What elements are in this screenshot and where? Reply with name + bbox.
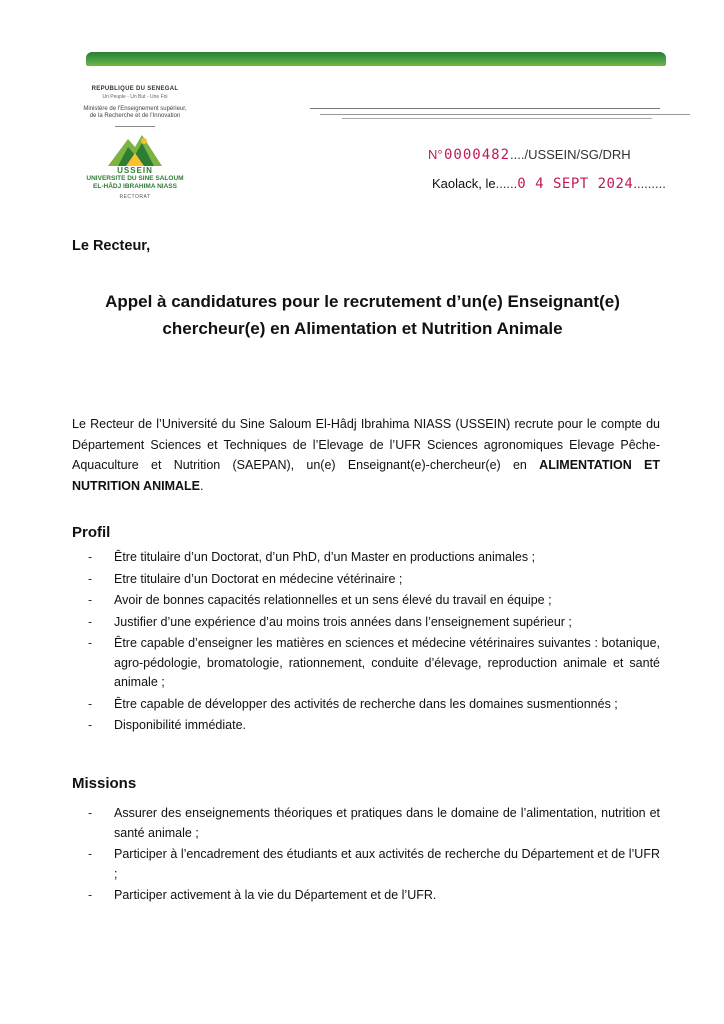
- date-trailing-dots: .........: [633, 176, 666, 191]
- intro-end: .: [200, 478, 204, 493]
- number-sign-icon: [428, 146, 444, 162]
- ministry-line-1: Ministère de l'Enseignement supérieur,: [83, 106, 187, 112]
- greeting: Le Recteur,: [72, 238, 151, 254]
- date-leader-dots: ......: [495, 176, 518, 191]
- list-item-text: Participer à l’encadrement des étudiants et aux activités de recherche du Département et de l’UFR ;: [114, 847, 660, 881]
- list-item: [88, 845, 660, 884]
- university-acronym: USSEIN: [117, 166, 153, 175]
- header-rule-3: [342, 118, 652, 119]
- list-item-text: Justifier d’une expérience d’au moins trois années dans l’enseignement supérieur ;: [114, 614, 572, 629]
- list-item: [88, 716, 660, 736]
- ministry-line-2: de la Recherche et de l'Innovation: [89, 113, 181, 119]
- date-line: [432, 176, 666, 192]
- letterhead: [60, 86, 210, 200]
- list-item-text: Etre titulaire d’un Doctorat en médecine vétérinaire ;: [114, 571, 403, 586]
- list-item: [88, 613, 660, 633]
- list-item: [88, 804, 660, 843]
- intro-text: Le Recteur de l’Université du Sine Saloum El-Hâdj Ibrahima NIASS (USSEIN) recrute pour le compte du Département Sciences et Techniques de l’Elevage de l’UFR Sciences agronomiques Elevage Pêche-Aquaculture et Nutrition (SAEPAN), un(e) Enseignant(e)-chercheur(e) en: [72, 417, 660, 472]
- ussein-logo-icon: [104, 133, 166, 167]
- date-prefix: Kaolack, le: [432, 176, 496, 191]
- list-marker: -: [88, 718, 93, 732]
- header-rule-1: [310, 108, 660, 109]
- intro-paragraph: [72, 414, 660, 496]
- list-marker: -: [88, 888, 93, 902]
- reference-number: 0000482: [444, 147, 511, 163]
- header-rule-2: [320, 114, 690, 115]
- list-item: [88, 634, 660, 693]
- list-item-text: Être capable d’enseigner les matières en sciences et médecine vétérinaires suivantes : botanique, agro-pédologie, bromatologie, rationnement, conduite d’élevage, reproduction animale et santé animale ;: [114, 636, 660, 689]
- missions-list: [88, 804, 660, 908]
- university-name-line-2: EL-HÂDJ IBRAHIMA NIASS: [93, 183, 177, 190]
- list-item: [88, 886, 660, 906]
- list-marker: -: [88, 847, 93, 861]
- national-motto: Un Peuple - Un But - Une Foi: [102, 94, 168, 100]
- list-item-text: Disponibilité immédiate.: [114, 718, 247, 732]
- svg-text:N°: N°: [428, 147, 443, 162]
- reference-number-line: [428, 146, 631, 163]
- list-marker: -: [88, 593, 93, 607]
- list-item-text: Être capable de développer des activités de recherche dans les domaines susmentionnés ;: [114, 696, 618, 711]
- university-name-line-1: UNIVERSITE DU SINE SALOUM: [86, 175, 184, 182]
- header-green-band: [86, 52, 666, 66]
- list-marker: -: [88, 550, 93, 564]
- list-item: [88, 548, 660, 568]
- date-stamp: 0 4 SEPT 2024: [517, 176, 634, 192]
- list-item-text: Avoir de bonnes capacités relationnelles et un sens élevé du travail en équipe ;: [114, 593, 552, 607]
- list-item-text: Assurer des enseignements théoriques et pratiques dans le domaine de l’alimentation, nutrition et santé animale ;: [114, 806, 660, 840]
- document-title: Appel à candidatures pour le recrutement d’un(e) Enseignant(e) chercheur(e) en Alimentation et Nutrition Animale: [105, 292, 620, 338]
- office-label: RECTORAT: [119, 194, 151, 200]
- republic-label: REPUBLIQUE DU SENEGAL: [91, 86, 179, 92]
- list-item-text: Être titulaire d’un Doctorat, d’un PhD, d’un Master en productions animales ;: [114, 550, 536, 564]
- list-item: [88, 570, 660, 590]
- list-marker: -: [88, 571, 93, 586]
- list-item-text: Participer activement à la vie du Département et de l’UFR.: [114, 888, 437, 902]
- list-item: [88, 695, 660, 715]
- ministry-name: [60, 106, 210, 120]
- letterhead-divider: [115, 126, 155, 127]
- missions-heading: Missions: [72, 775, 137, 792]
- university-name: [60, 175, 210, 191]
- profil-heading: Profil: [72, 524, 111, 541]
- intro-emphasis: ALIMENTATION ET NUTRITION ANIMALE: [72, 458, 661, 493]
- list-marker: -: [88, 614, 93, 629]
- list-item: [88, 591, 660, 611]
- list-marker: -: [88, 696, 93, 711]
- list-marker: -: [88, 636, 93, 650]
- reference-suffix: ..../USSEIN/SG/DRH: [510, 147, 631, 162]
- profil-list: [88, 548, 660, 738]
- list-marker: -: [88, 806, 93, 820]
